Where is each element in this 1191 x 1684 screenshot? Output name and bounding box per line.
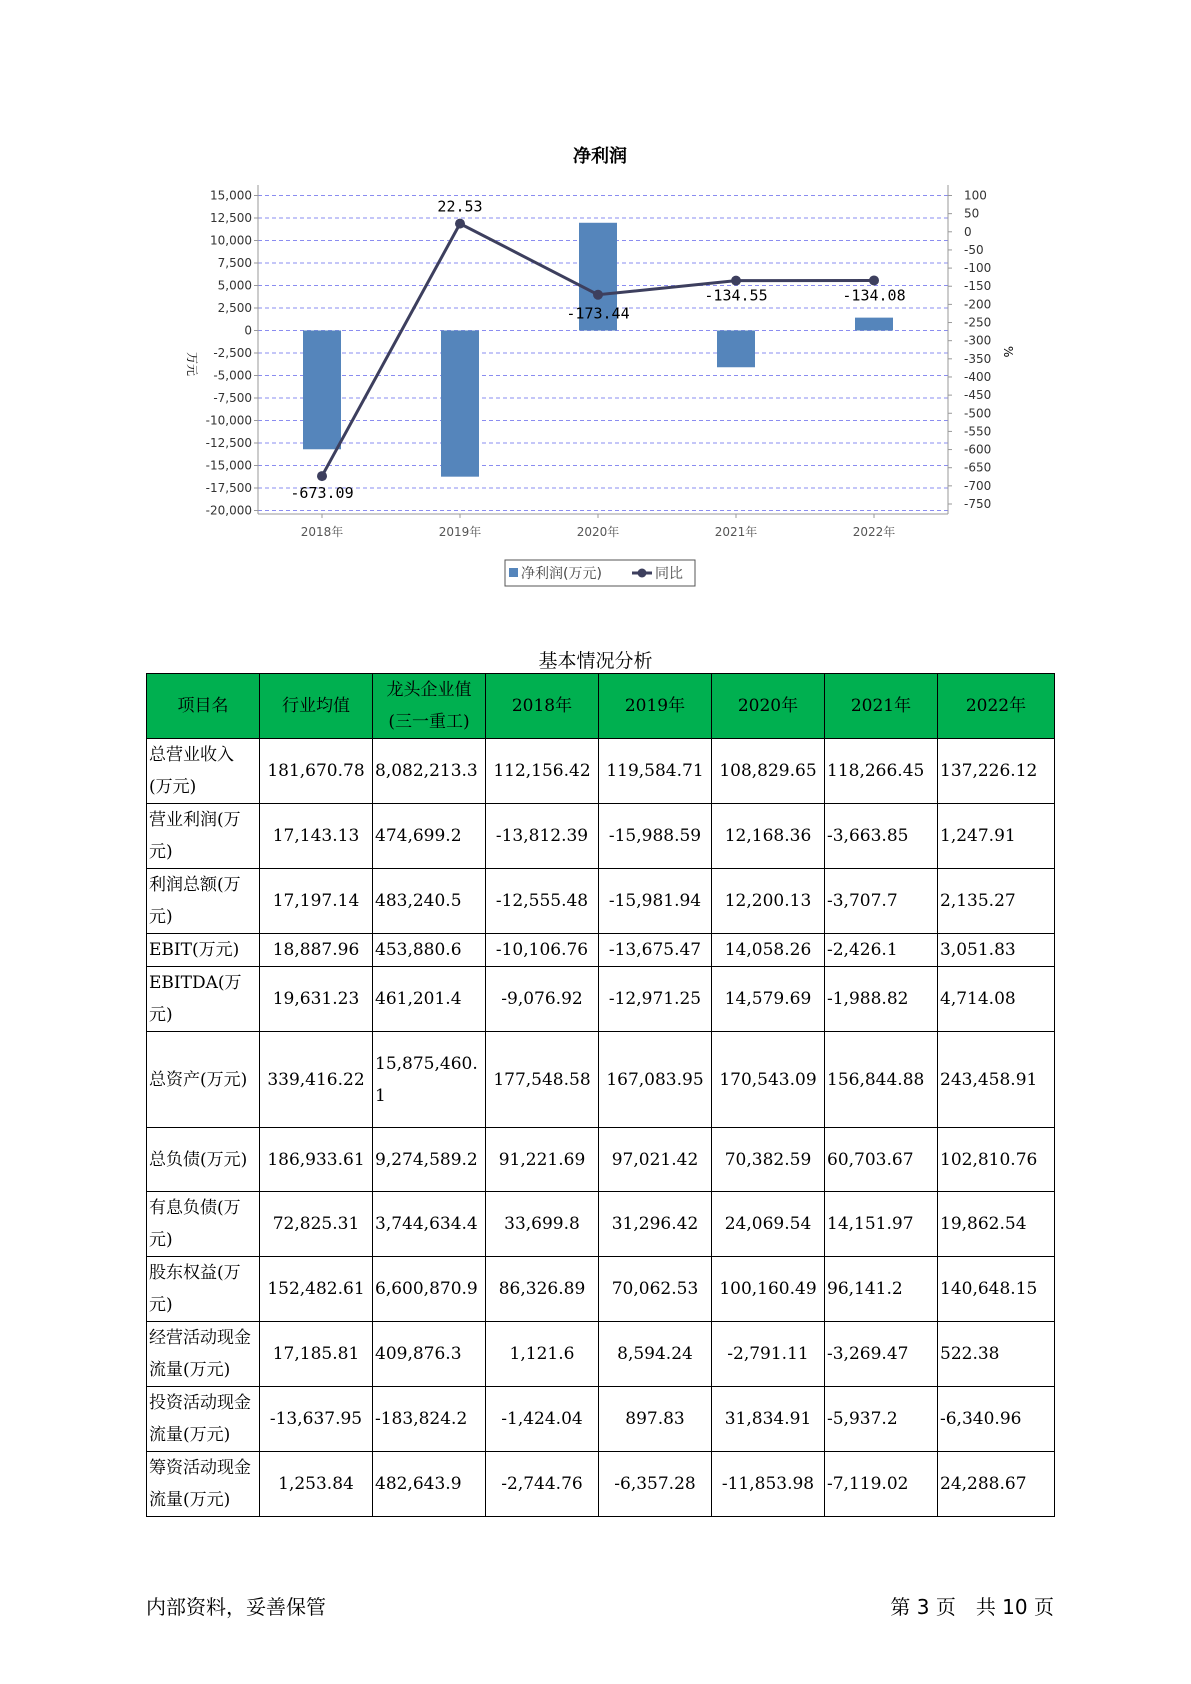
table-cell: 14,058.26 — [712, 934, 825, 967]
header-industry-avg: 行业均值 — [260, 674, 373, 739]
y2-tick-label: -350 — [964, 351, 992, 366]
y2-tick-label: -100 — [964, 261, 992, 276]
table-cell: -12,555.48 — [486, 869, 599, 934]
table-cell: 17,143.13 — [260, 804, 373, 869]
y-tick-label: 5,000 — [217, 278, 252, 293]
chart-legend — [505, 560, 695, 586]
table-cell: 8,594.24 — [599, 1322, 712, 1387]
table-cell: -1,424.04 — [486, 1387, 599, 1452]
y2-tick-label: -150 — [964, 279, 992, 294]
table-cell: 31,296.42 — [599, 1192, 712, 1257]
table-cell: 4,714.08 — [938, 967, 1055, 1032]
table-cell: 119,584.71 — [599, 739, 712, 804]
y2-tick-label: 100 — [964, 188, 987, 203]
table-cell: 3,051.83 — [938, 934, 1055, 967]
row-label: 有息负债(万元) — [147, 1192, 260, 1257]
header-2020: 2020年 — [712, 674, 825, 739]
table-cell: -12,971.25 — [599, 967, 712, 1032]
y2-tick-label: -400 — [964, 369, 992, 384]
table-cell: 170,543.09 — [712, 1032, 825, 1128]
table-cell: -183,824.2 — [373, 1387, 486, 1452]
y2-tick-label: -250 — [964, 315, 992, 330]
table-cell: 177,548.58 — [486, 1032, 599, 1128]
y-axis-label: 万元 — [185, 352, 199, 377]
table-cell: 24,069.54 — [712, 1192, 825, 1257]
table-row — [147, 869, 1055, 934]
table-cell: -10,106.76 — [486, 934, 599, 967]
table-cell: 186,933.61 — [260, 1128, 373, 1192]
yoy-point — [317, 471, 327, 481]
table-cell: -13,675.47 — [599, 934, 712, 967]
x-tick-label: 2020年 — [576, 525, 620, 539]
yoy-point — [593, 290, 603, 300]
y-tick-label: 12,500 — [210, 211, 252, 225]
legend-line-label: 同比 — [655, 566, 683, 582]
y2-tick-label: -750 — [964, 497, 992, 511]
table-cell: -3,663.85 — [825, 804, 938, 869]
y2-tick-label: -700 — [964, 478, 992, 493]
row-label: 利润总额(万元) — [147, 869, 260, 934]
table-cell: 2,135.27 — [938, 869, 1055, 934]
table-row — [147, 1032, 1055, 1128]
table-row — [147, 1257, 1055, 1322]
table-cell: 167,083.95 — [599, 1032, 712, 1128]
table-cell: 19,862.54 — [938, 1192, 1055, 1257]
basic-analysis-table — [146, 673, 1055, 1517]
table-cell: 91,221.69 — [486, 1128, 599, 1192]
table-cell: 18,887.96 — [260, 934, 373, 967]
table-cell: 24,288.67 — [938, 1452, 1055, 1517]
table-cell: 483,240.5 — [373, 869, 486, 934]
table-cell: -7,119.02 — [825, 1452, 938, 1517]
table-cell: 8,082,213.3 — [373, 739, 486, 804]
table-cell: -6,357.28 — [599, 1452, 712, 1517]
table-cell: 137,226.12 — [938, 739, 1055, 804]
table-cell: -2,426.1 — [825, 934, 938, 967]
y2-tick-label: -450 — [964, 388, 992, 403]
table-cell: -13,812.39 — [486, 804, 599, 869]
y-tick-label: -7,500 — [213, 391, 252, 405]
table-cell: 108,829.65 — [712, 739, 825, 804]
row-label: EBITDA(万元) — [147, 967, 260, 1032]
table-cell: 33,699.8 — [486, 1192, 599, 1257]
y-tick-label: -2,500 — [213, 346, 252, 360]
footer-page-number: 第 3 页 共 10 页 — [890, 1595, 1054, 1619]
x-tick-label: 2019年 — [438, 525, 482, 539]
x-axis-ticks — [301, 514, 896, 539]
y2-tick-label: -550 — [964, 424, 992, 439]
y2-tick-label: -200 — [964, 297, 992, 312]
table-cell: 12,200.13 — [712, 869, 825, 934]
table-header-row — [147, 674, 1055, 739]
table-cell: -9,076.92 — [486, 967, 599, 1032]
y2-tick-label: -300 — [964, 333, 992, 348]
table-row — [147, 1452, 1055, 1517]
row-label: 营业利润(万元) — [147, 804, 260, 869]
yoy-data-label: -134.55 — [704, 286, 768, 305]
table-cell: -3,707.7 — [825, 869, 938, 934]
table-cell: 31,834.91 — [712, 1387, 825, 1452]
table-row — [147, 1387, 1055, 1452]
yoy-data-label: 22.53 — [437, 197, 483, 216]
bar — [717, 331, 755, 368]
net-profit-chart — [0, 0, 1191, 620]
header-2019: 2019年 — [599, 674, 712, 739]
y-tick-label: -17,500 — [205, 481, 252, 495]
y-tick-label: -10,000 — [205, 413, 252, 428]
table-cell: 100,160.49 — [712, 1257, 825, 1322]
table-cell: 243,458.91 — [938, 1032, 1055, 1128]
table-cell: 409,876.3 — [373, 1322, 486, 1387]
y2-tick-label: -650 — [964, 460, 992, 475]
table-cell: -2,744.76 — [486, 1452, 599, 1517]
yoy-point — [455, 219, 465, 229]
table-cell: 86,326.89 — [486, 1257, 599, 1322]
table-cell: 15,875,460.1 — [373, 1032, 486, 1128]
row-label: 总资产(万元) — [147, 1032, 260, 1128]
y2-tick-label: 50 — [964, 206, 980, 221]
table-cell: 97,021.42 — [599, 1128, 712, 1192]
table-cell: -3,269.47 — [825, 1322, 938, 1387]
header-2021: 2021年 — [825, 674, 938, 739]
table-cell: 1,247.91 — [938, 804, 1055, 869]
table-cell: -5,937.2 — [825, 1387, 938, 1452]
legend-bar-swatch — [509, 568, 518, 577]
table-row — [147, 967, 1055, 1032]
table-cell: 9,274,589.2 — [373, 1128, 486, 1192]
table-row — [147, 1128, 1055, 1192]
table-cell: 461,201.4 — [373, 967, 486, 1032]
table-cell: 3,744,634.4 — [373, 1192, 486, 1257]
legend-line-marker — [638, 569, 647, 578]
table-cell: -15,988.59 — [599, 804, 712, 869]
bar — [303, 331, 341, 450]
bar — [855, 318, 893, 331]
table-cell: -6,340.96 — [938, 1387, 1055, 1452]
yoy-data-label: -134.08 — [842, 286, 906, 305]
table-cell: 482,643.9 — [373, 1452, 486, 1517]
y-tick-label: 0 — [244, 323, 252, 338]
table-row — [147, 934, 1055, 967]
table-cell: 1,121.6 — [486, 1322, 599, 1387]
header-leader-value: 龙头企业值(三一重工) — [373, 674, 486, 739]
table-cell: 118,266.45 — [825, 739, 938, 804]
table-cell: 453,880.6 — [373, 934, 486, 967]
table-cell: 72,825.31 — [260, 1192, 373, 1257]
header-2022: 2022年 — [938, 674, 1055, 739]
table-row — [147, 739, 1055, 804]
y-tick-label: -5,000 — [213, 368, 252, 383]
table-cell: 60,703.67 — [825, 1128, 938, 1192]
y-tick-label: -20,000 — [205, 503, 252, 518]
y2-axis-ticks — [948, 189, 991, 512]
table-cell: 897.83 — [599, 1387, 712, 1452]
table-caption: 基本情况分析 — [538, 650, 653, 672]
y2-tick-label: 0 — [964, 224, 972, 239]
table-cell: 102,810.76 — [938, 1128, 1055, 1192]
y-axis-ticks — [206, 189, 258, 518]
header-2018: 2018年 — [486, 674, 599, 739]
footer-confidential: 内部资料，妥善保管 — [146, 1595, 326, 1619]
x-tick-label: 2018年 — [300, 525, 344, 539]
table-cell: 12,168.36 — [712, 804, 825, 869]
row-label: 筹资活动现金流量(万元) — [147, 1452, 260, 1517]
row-label: 经营活动现金流量(万元) — [147, 1322, 260, 1387]
table-cell: -2,791.11 — [712, 1322, 825, 1387]
table-cell: 17,197.14 — [260, 869, 373, 934]
table-cell: 156,844.88 — [825, 1032, 938, 1128]
table-cell: 96,141.2 — [825, 1257, 938, 1322]
row-label: EBIT(万元) — [147, 934, 260, 967]
table-cell: 70,382.59 — [712, 1128, 825, 1192]
legend-bar-label: 净利润(万元) — [521, 566, 602, 582]
table-cell: 522.38 — [938, 1322, 1055, 1387]
yoy-data-label: -173.44 — [566, 304, 630, 323]
x-tick-label: 2022年 — [852, 525, 896, 539]
table-cell: 112,156.42 — [486, 739, 599, 804]
table-cell: -13,637.95 — [260, 1387, 373, 1452]
x-tick-label: 2021年 — [714, 525, 758, 539]
yoy-point — [731, 276, 741, 286]
chart-title: 净利润 — [573, 146, 627, 167]
y-tick-label: -15,000 — [205, 458, 252, 473]
table-cell: 140,648.15 — [938, 1257, 1055, 1322]
table-cell: -11,853.98 — [712, 1452, 825, 1517]
y-tick-label: 15,000 — [210, 188, 252, 203]
row-label: 总负债(万元) — [147, 1128, 260, 1192]
y2-tick-label: -500 — [964, 406, 992, 421]
table-cell: 14,579.69 — [712, 967, 825, 1032]
yoy-point — [869, 275, 879, 285]
y-tick-label: -12,500 — [205, 436, 252, 450]
table-cell: 14,151.97 — [825, 1192, 938, 1257]
yoy-data-label: -673.09 — [290, 484, 354, 503]
table-cell: -15,981.94 — [599, 869, 712, 934]
table-cell: 6,600,870.9 — [373, 1257, 486, 1322]
table-row — [147, 1192, 1055, 1257]
table-cell: 339,416.22 — [260, 1032, 373, 1128]
table-row — [147, 1322, 1055, 1387]
y-tick-label: 7,500 — [217, 256, 252, 270]
y2-tick-label: -600 — [964, 442, 992, 457]
table-row — [147, 804, 1055, 869]
row-label: 总营业收入(万元) — [147, 739, 260, 804]
table-cell: 181,670.78 — [260, 739, 373, 804]
header-item-name: 项目名 — [147, 674, 260, 739]
table-cell: 152,482.61 — [260, 1257, 373, 1322]
y-tick-label: 10,000 — [210, 233, 252, 248]
y2-axis-label: % — [1001, 346, 1015, 358]
y2-tick-label: -50 — [964, 242, 984, 257]
row-label: 股东权益(万元) — [147, 1257, 260, 1322]
row-label: 投资活动现金流量(万元) — [147, 1387, 260, 1452]
table-cell: -1,988.82 — [825, 967, 938, 1032]
y-tick-label: 2,500 — [217, 301, 252, 315]
table-cell: 17,185.81 — [260, 1322, 373, 1387]
table-cell: 70,062.53 — [599, 1257, 712, 1322]
table-cell: 1,253.84 — [260, 1452, 373, 1517]
table-cell: 474,699.2 — [373, 804, 486, 869]
bar — [441, 331, 479, 477]
table-cell: 19,631.23 — [260, 967, 373, 1032]
